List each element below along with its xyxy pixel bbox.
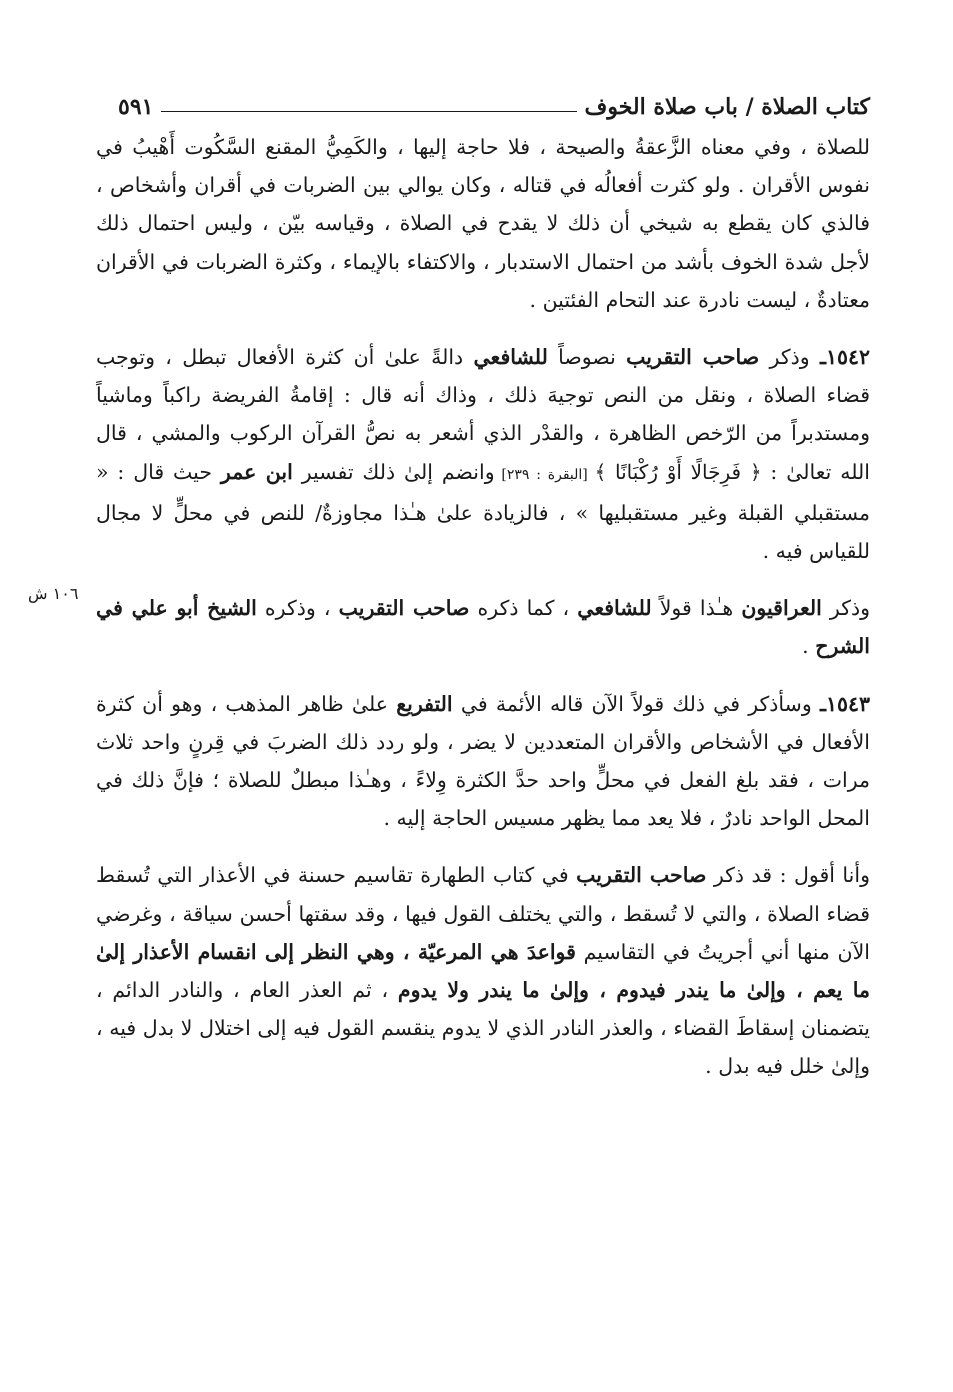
paragraph-1542 — [96, 338, 870, 570]
paragraph-author-note — [96, 856, 870, 1085]
header-rule — [161, 111, 576, 112]
text-run: نصوصاً — [547, 345, 627, 370]
page-number: ٥٩١ — [118, 94, 154, 120]
section-number: ١٥٤٣ـ — [819, 691, 870, 716]
section-number: ١٥٤٢ـ — [819, 345, 870, 370]
text-run: وأنا أقول : قد ذكر — [706, 863, 870, 888]
text-run: ، ثم العذر العام ، والنادر الدائم ، يتضمنان إسقاطَ القضاء ، والعذر النادر الذي لا يدوم ينقسم القول فيه إلى اختلال لا بدل فيه ، وإلىٰ خلل فيه بدل . — [96, 978, 870, 1079]
bold-name: صاحب التقريب — [338, 596, 470, 621]
bold-name: للشافعي — [473, 345, 548, 370]
text-run: وانضم إلىٰ ذلك تفسير — [292, 459, 495, 484]
text-run: وذكر — [759, 345, 820, 370]
bold-term: التفريع — [396, 691, 453, 716]
quran-quote: ﴿ فَرِجَالًا أَوْ رُكْبَانًا ﴾ — [594, 459, 762, 484]
text-run: حيث قال : « مستقبلي القبلة وغير مستقبليها » ، فالزيادة علىٰ هـٰذا مجاوزةٌ/ للنص في محلٍّ لا مجال للقياس فيه . — [96, 459, 870, 564]
text-run: وسأذكر في ذلك قولاً الآن قاله الأئمة في — [452, 691, 820, 716]
text-run: علىٰ ظاهر المذهب ، وهو أن كثرة الأفعال في الأشخاص والأقران المتعددين لا يضر ، ولو ردد ذلك الضربَ في قِرنٍ واحد ثلاث مرات ، فقد بلغ الفعل في محلٍّ واحد حدَّ الكثرة وِلاءً ، وهـٰذا مبطلٌ للصلاة ؛ فإنَّ ذلك في المحل الواحد نادرٌ ، فلا يعد مما يظهر مسيس الحاجة إليه . — [96, 691, 870, 831]
text-run: وذكر — [821, 596, 870, 621]
bold-name: للشافعي — [577, 596, 652, 621]
bold-rule: قواعدَ هي المرعيّة ، وهي النظر إلى انقسام الأعذار إلىٰ ما يعم ، وإلىٰ ما يندر فيدوم ، وإلىٰ ما يندر ولا يدوم — [96, 939, 870, 1003]
text-run: ، وذكره — [256, 596, 339, 621]
bold-name: ابن عمر — [220, 459, 293, 484]
text-run: هـٰذا قولاً — [651, 596, 742, 621]
text-run: دالةً علىٰ أن كثرة الأفعال تبطل ، وتوجب قضاء الصلاة ، ونقل من النص توجيهَ ذلك ، وذاك أنه قال : إقامةُ الفريضة راكباً وماشياً ومستدبراً من الرّخص الظاهرة ، والقدْر الذي أشعر به نصُّ القرآن الركوب والمشي ، قال الله تعالىٰ : — [96, 345, 870, 484]
header-title: كتاب الصلاة / باب صلاة الخوف — [584, 94, 870, 120]
quran-reference: [البقرة : ٢٣٩] — [494, 466, 595, 483]
bold-name: الشيخ أبو علي في الشرح — [96, 596, 870, 659]
text-run: . — [802, 634, 816, 659]
bold-name: صاحب التقريب — [626, 345, 760, 370]
running-header — [118, 86, 870, 120]
text-run: في كتاب الطهارة تقاسيم حسنة في الأعذار التي تُسقط قضاء الصلاة ، والتي لا تُسقط ، والتي يختلف القول فيها ، وقد سقتها أحسن سياقة ، وغرضي الآن منها أني أجريتُ في التقاسيم — [96, 863, 870, 964]
bold-name: صاحب التقريب — [576, 863, 707, 888]
text-run: ، كما ذكره — [469, 596, 578, 621]
paragraph-1: للصلاة ، وفي معناه الزَّعقةُ والصيحة ، فلا حاجة إليها ، والكَمِيُّ المقنع السَّكُوت أَهْيبُ في نفوس الأقران . ولو كثرت أفعالُه في قتاله ، وكان يوالي بين الضربات في أقران وأشخاص ، فالذي كان يقطع به شيخي أن ذلك لا يقدح في الصلاة ، وقياسه بيّن ، وليس احتمال ذلك لأجل شدة الخوف بأشد من احتمال الاستدبار ، والاكتفاء بالإيماء ، وكثرة الضربات في الأقران معتادةٌ ، ليست نادرة عند التحام الفئتين . — [96, 135, 870, 312]
margin-manuscript-reference: ١٠٦ ش — [28, 584, 79, 603]
body-text — [96, 128, 870, 1086]
paragraph-iraqis — [96, 589, 870, 665]
paragraph-1543 — [96, 685, 870, 838]
bold-name: العراقيون — [741, 596, 822, 621]
